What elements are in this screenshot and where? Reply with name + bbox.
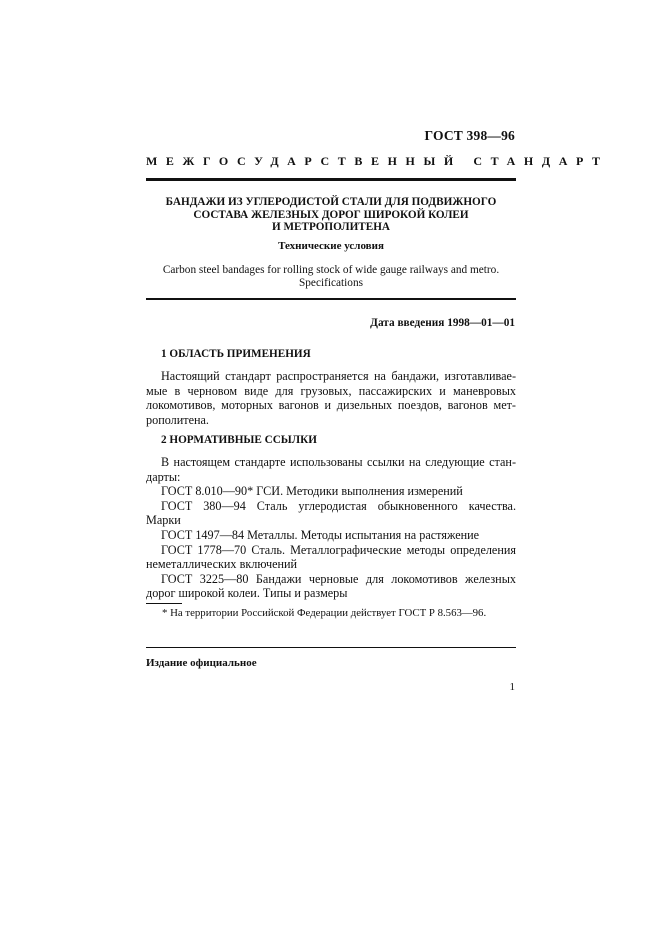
text-line: рополитена. (146, 412, 209, 427)
section-heading-references: 2 НОРМАТИВНЫЕ ССЫЛКИ (161, 434, 317, 446)
title-line: БАНДАЖИ ИЗ УГЛЕРОДИСТОЙ СТАЛИ ДЛЯ ПОДВИЖНОГО (165, 196, 497, 208)
reference-line: Марки (146, 513, 181, 528)
text-line: В настоящем стандарте использованы ссылки на следующие стан- (161, 455, 516, 469)
section-body-scope (146, 369, 516, 427)
document-subtitle: Технические условия (278, 240, 384, 252)
page-number: 1 (509, 681, 515, 693)
english-title-line: Specifications (299, 276, 363, 289)
document-title (146, 196, 516, 234)
reference-line: ГОСТ 380—94 Сталь углеродистая обыкновенного качества. (161, 498, 516, 513)
text-line: мые в черновом виде для грузовых, пассажирских и маневровых (146, 383, 516, 398)
reference-line: дорог широкой колеи. Типы и размеры (146, 586, 348, 601)
english-title-line: Carbon steel bandages for rolling stock of wide gauge railways and metro. (162, 264, 500, 276)
title-line: И МЕТРОПОЛИТЕНА (271, 221, 391, 233)
text-line: Настоящий стандарт распространяется на бандажи, изготавливае- (161, 369, 516, 383)
footnote: * На территории Российской Федерации действует ГОСТ Р 8.563—96. (162, 607, 487, 619)
reference-line: ГОСТ 8.010—90* ГСИ. Методики выполнения измерений (161, 484, 463, 499)
edition-label: Издание официальное (146, 657, 257, 669)
introduction-date: Дата введения 1998—01—01 (370, 317, 515, 329)
title-rule (146, 298, 516, 300)
section-body-references (146, 455, 516, 601)
reference-line: ГОСТ 1778—70 Сталь. Металлографические методы определения (161, 542, 516, 557)
section-heading-scope: 1 ОБЛАСТЬ ПРИМЕНЕНИЯ (161, 348, 311, 360)
interstate-standard-label: МЕЖГОСУДАРСТВЕННЫЙ СТАНДАРТ (146, 154, 609, 168)
title-line: СОСТАВА ЖЕЛЕЗНЫХ ДОРОГ ШИРОКОЙ КОЛЕИ (193, 208, 469, 221)
header-rule (146, 178, 516, 181)
reference-line: ГОСТ 3225—80 Бандажи черновые для локомотивов железных (161, 571, 516, 586)
english-title (146, 264, 516, 289)
footer-rule (146, 647, 516, 648)
document-number: ГОСТ 398—96 (424, 128, 515, 143)
reference-line: неметаллических включений (146, 557, 298, 572)
text-line: локомотивов, моторных вагонов и дизельных поездов, вагонов мет- (146, 398, 516, 413)
footnote-rule (146, 603, 182, 604)
reference-line: ГОСТ 1497—84 Металлы. Методы испытания на растяжение (161, 527, 480, 542)
text-line: дарты: (146, 469, 181, 484)
